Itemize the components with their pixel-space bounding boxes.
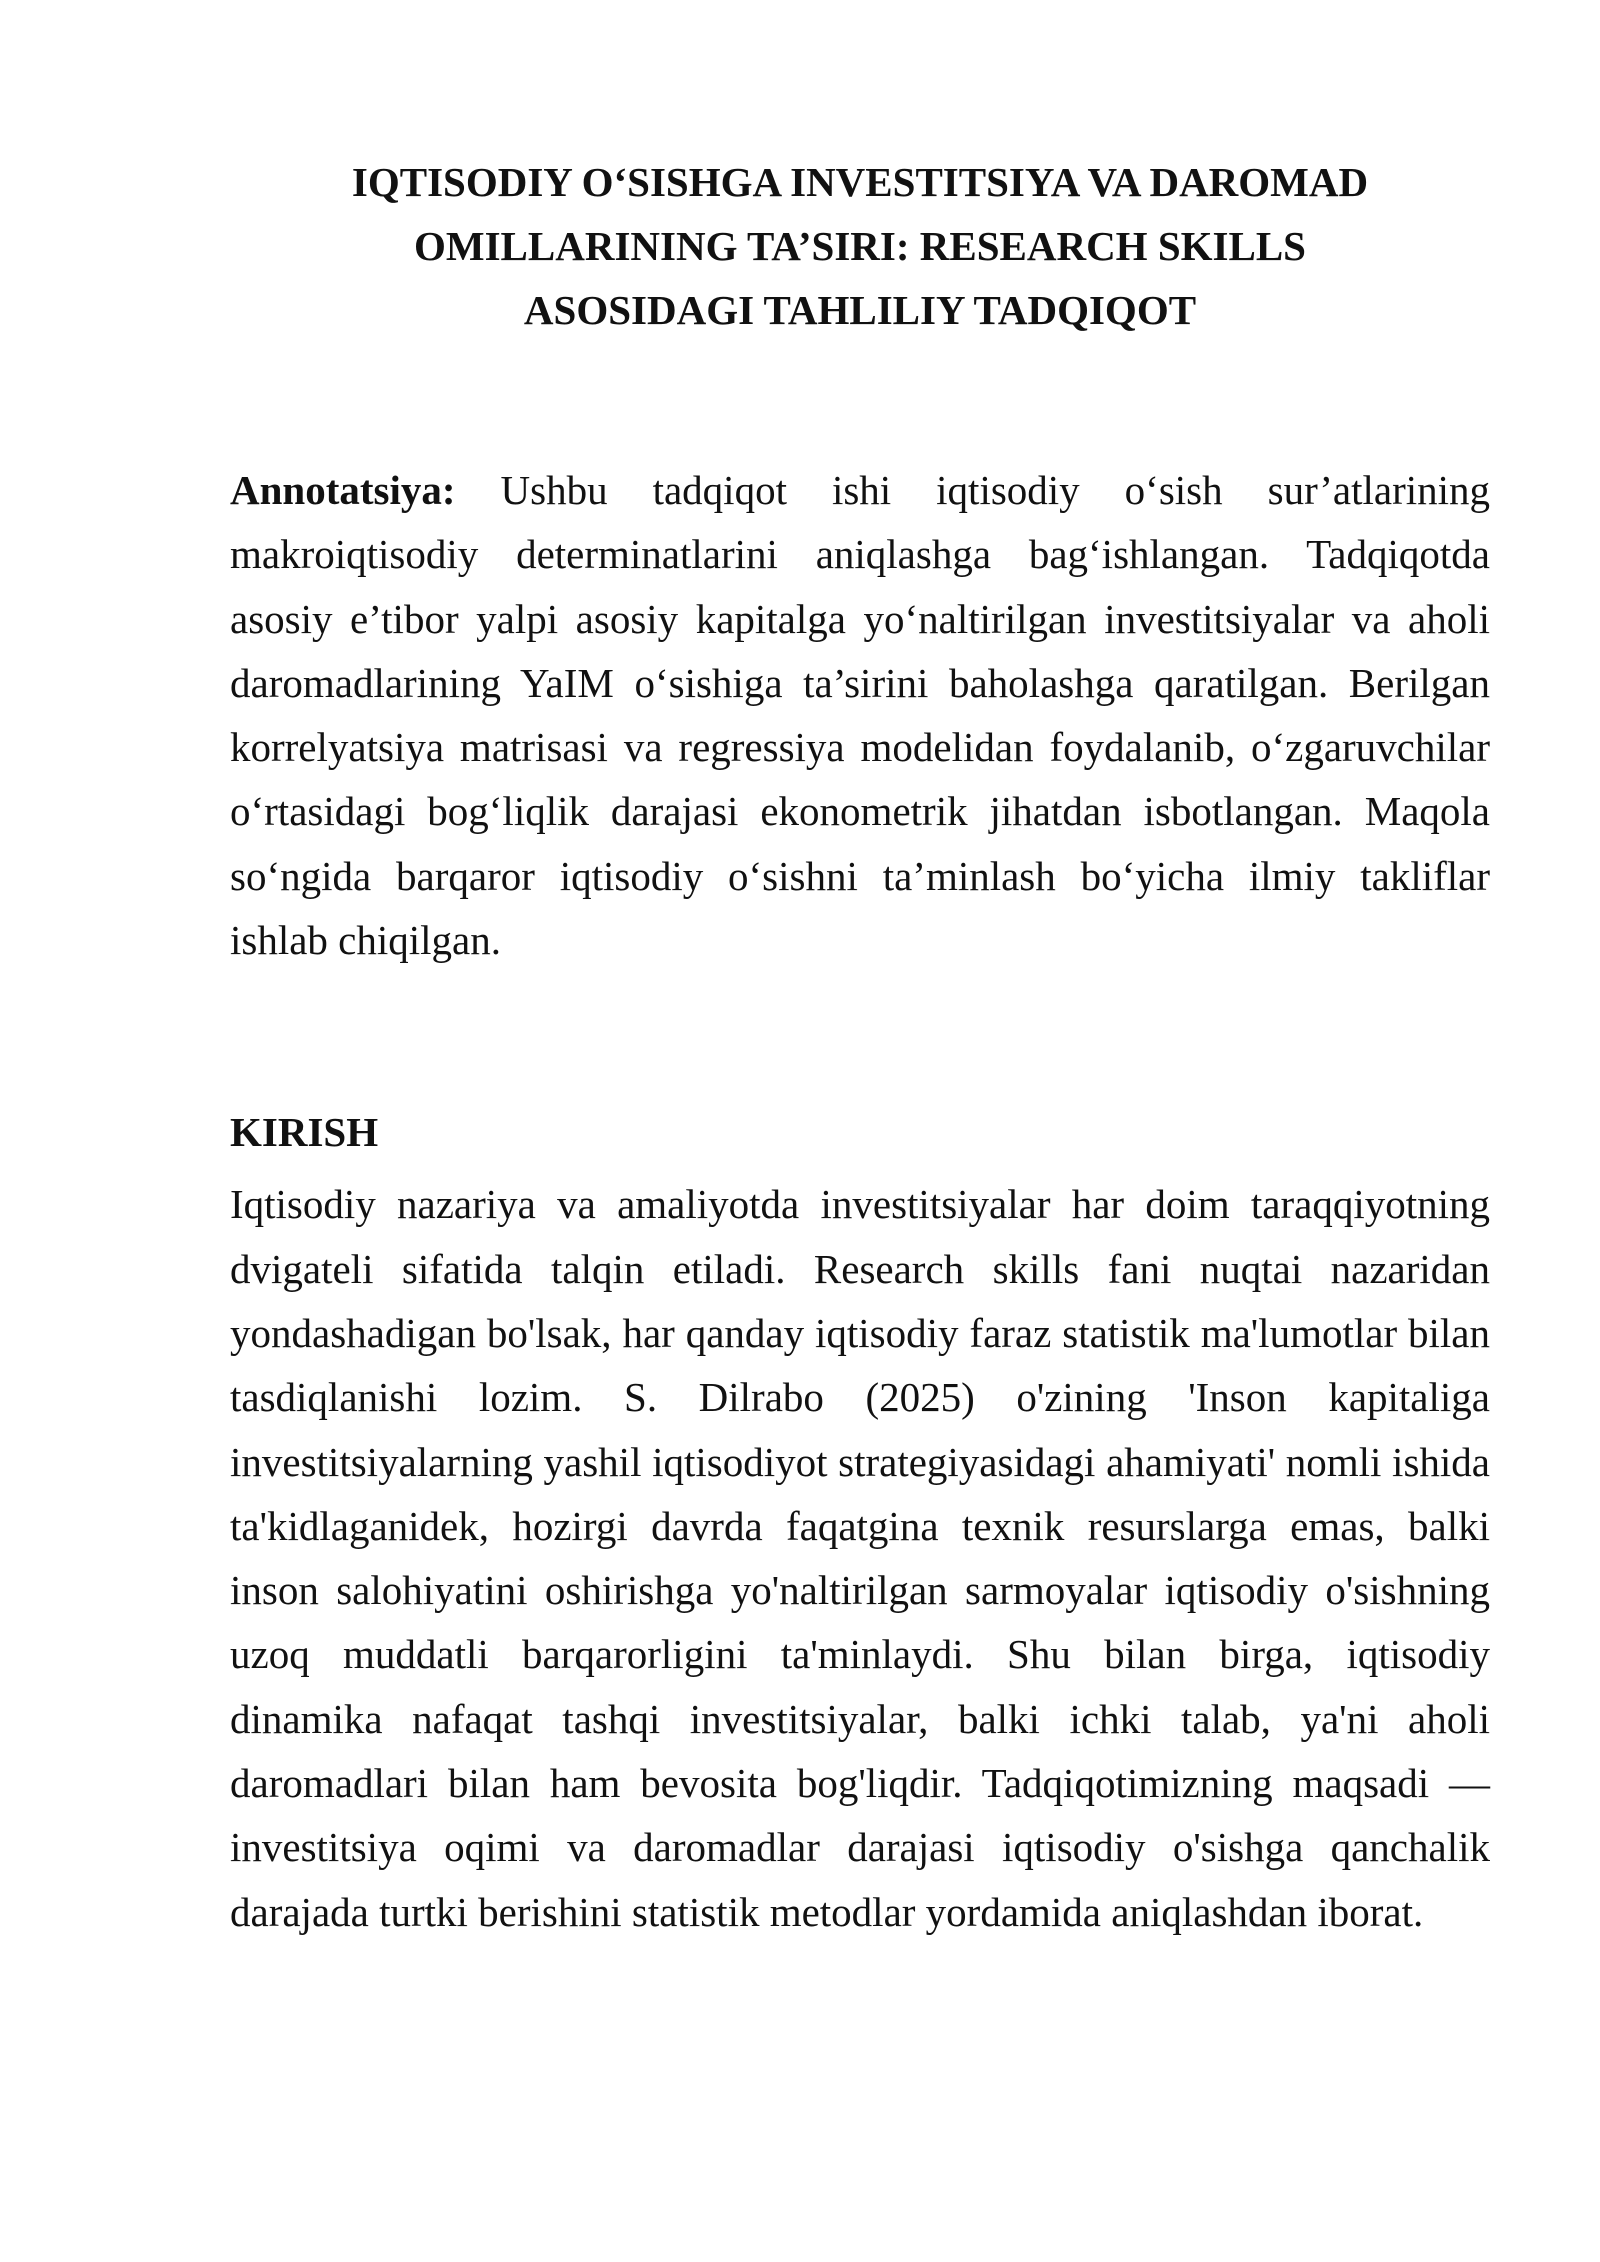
- section-heading-introduction: KIRISH: [230, 1109, 379, 1156]
- abstract-paragraph: [230, 458, 1490, 972]
- title-line-2: OMILLARINING TA’SIRI: RESEARCH SKILLS: [414, 223, 1306, 269]
- title-line-1: IQTISODIY O‘SISHGA INVESTITSIYA VA DAROMAD: [351, 159, 1369, 205]
- abstract-text: Ushbu tadqiqot ishi iqtisodiy o‘sish sur’atlarining makroiqtisodiy determinatlarini aniqlashga bag‘ishlangan. Tadqiqotda asosiy e’tibor yalpi asosiy kapitalga yo‘naltirilgan investitsiyalar va aholi daromadlarining YaIM o‘sishiga ta’sirini baholashga qaratilgan. Berilgan korrelyatsiya matrisasi va regressiya modelidan foydalanib, o‘zgaruvchilar o‘rtasidagi bog‘liqlik darajasi ekonometrik jihatdan isbotlangan. Maqola so‘ngida barqaror iqtisodiy o‘sishni ta’minlash bo‘yicha ilmiy takliflar ishlab chiqilgan.: [230, 467, 1491, 964]
- document-page: [230, 150, 1490, 1944]
- title-line-3: ASOSIDAGI TAHLILIY TADQIQOT: [523, 287, 1197, 333]
- introduction-paragraph: Iqtisodiy nazariya va amaliyotda investitsiyalar har doim taraqqiyotning dvigateli sifatida talqin etiladi. Research skills fani nuqtai nazaridan yondashadigan bo'lsak, har qanday iqtisodiy faraz statistik ma'lumotlar bilan tasdiqlanishi lozim. S. Dilrabo (2025) o'zining 'Inson kapitaliga investitsiyalarning yashil iqtisodiyot strategiyasidagi ahamiyati' nomli ishida ta'kidlaganidek, hozirgi davrda faqatgina texnik resurslarga emas, balki inson salohiyatini oshirishga yo'naltirilgan sarmoyalar iqtisodiy o'sishning uzoq muddatli barqarorligini ta'minlaydi. Shu bilan birga, iqtisodiy dinamika nafaqat tashqi investitsiyalar, balki ichki talab, ya'ni aholi daromadlari bilan ham bevosita bog'liqdir. Tadqiqotimizning maqsadi — investitsiya oqimi va daromadlar darajasi iqtisodiy o'sishga qanchalik darajada turtki berishini statistik metodlar yordamida aniqlashdan iborat.: [230, 1181, 1490, 1935]
- paper-title: [230, 150, 1490, 342]
- abstract-label: Annotatsiya:: [230, 467, 456, 513]
